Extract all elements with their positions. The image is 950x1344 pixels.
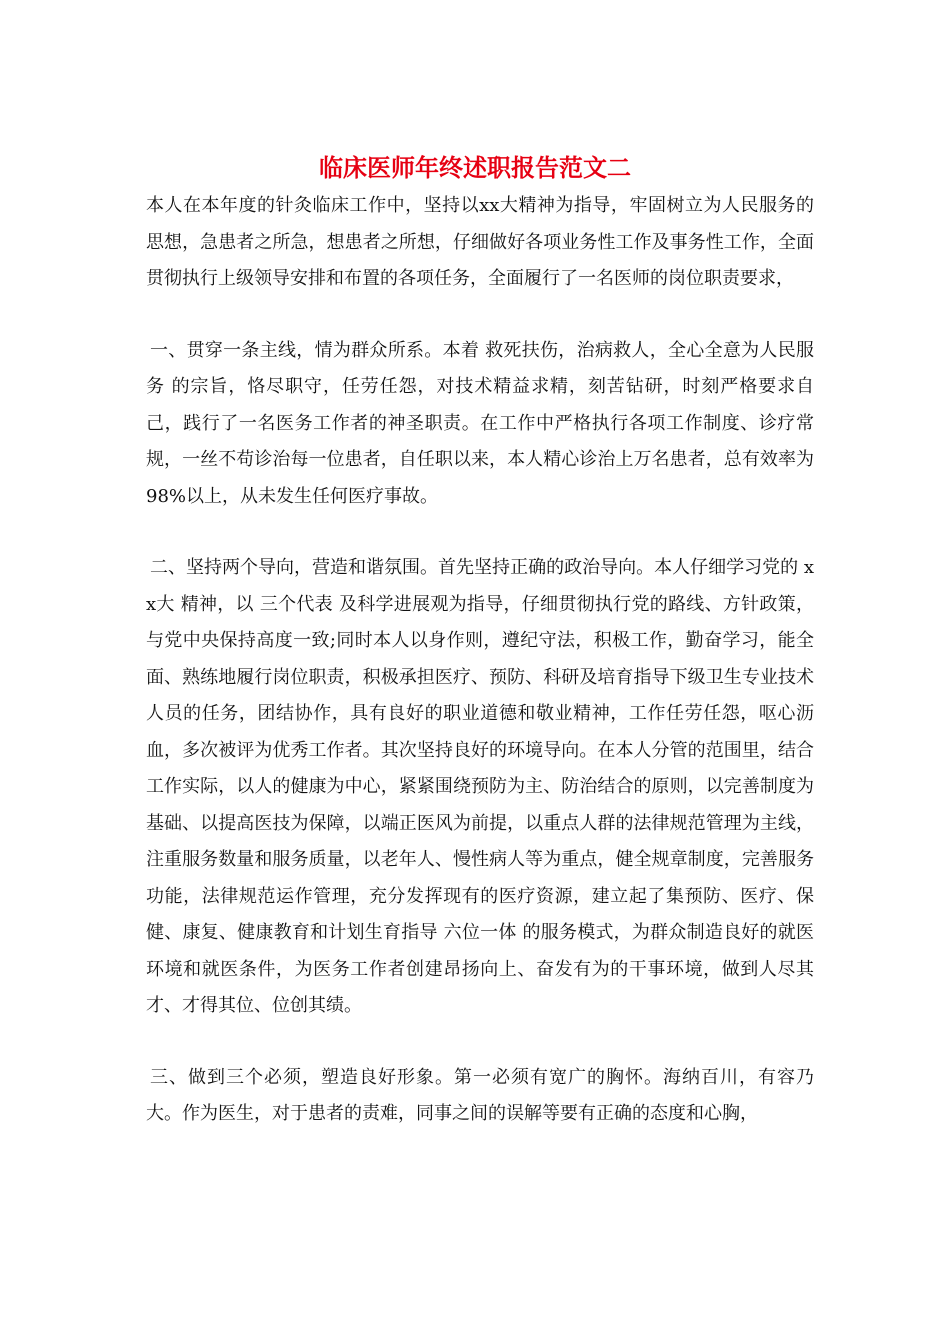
- paragraph-section-one: 一、贯穿一条主线，情为群众所系。本着 救死扶伤，治病救人，全心全意为人民服务 的宗旨，恪尽职守，任劳任怨，对技术精益求精，刻苦钻研，时刻严格要求自己，践行了一名医务工作者的神圣职责。在工作中严格执行各项工作制度、诊疗常规，一丝不苟诊治每一位患者，自任职以来，本人精心诊治上万名患者，总有效率为98%以上，从未发生任何医疗事故。: [146, 339, 814, 507]
- paragraph-intro: 本人在本年度的针灸临床工作中，坚持以xx大精神为指导，牢固树立为人民服务的思想，急患者之所急，想患者之所想，仔细做好各项业务性工作及事务性工作，全面贯彻执行上级领导安排和布置的各项任务，全面履行了一名医师的岗位职责要求，: [146, 195, 814, 289]
- paragraph-section-two: 二、坚持两个导向，营造和谐氛围。首先坚持正确的政治导向。本人仔细学习党的 xx大 精神，以 三个代表 及科学进展观为指导，仔细贯彻执行党的路线、方针政策，与党中央保持高度一致;同时本人以身作则，遵纪守法，积极工作，勤奋学习，能全面、熟练地履行岗位职责，积极承担医疗、预防、科研及培育指导下级卫生专业技术人员的任务，团结协作，具有良好的职业道德和敬业精神，工作任劳任怨，呕心沥血，多次被评为优秀工作者。其次坚持良好的环境导向。在本人分管的范围里，结合工作实际，以人的健康为中心，紧紧围绕预防为主、防治结合的原则，以完善制度为基础、以提高医技为保障，以端正医风为前提，以重点人群的法律规范管理为主线，注重服务数量和服务质量，以老年人、慢性病人等为重点，健全规章制度，完善服务功能，法律规范运作管理，充分发挥现有的医疗资源，建立起了集预防、医疗、保健、康复、健康教育和计划生育指导 六位一体 的服务模式，为群众制造良好的就医环境和就医条件，为医务工作者创建昂扬向上、奋发有为的干事环境，做到人尽其才、才得其位、位创其绩。: [146, 557, 814, 1016]
- paragraph-section-three: 三、做到三个必须，塑造良好形象。第一必须有宽广的胸怀。海纳百川，有容乃大。作为医生，对于患者的责难，同事之间的误解等要有正确的态度和心胸，: [146, 1066, 814, 1124]
- document-title: 临床医师年终述职报告范文二: [319, 153, 631, 182]
- document-body: [146, 188, 814, 1133]
